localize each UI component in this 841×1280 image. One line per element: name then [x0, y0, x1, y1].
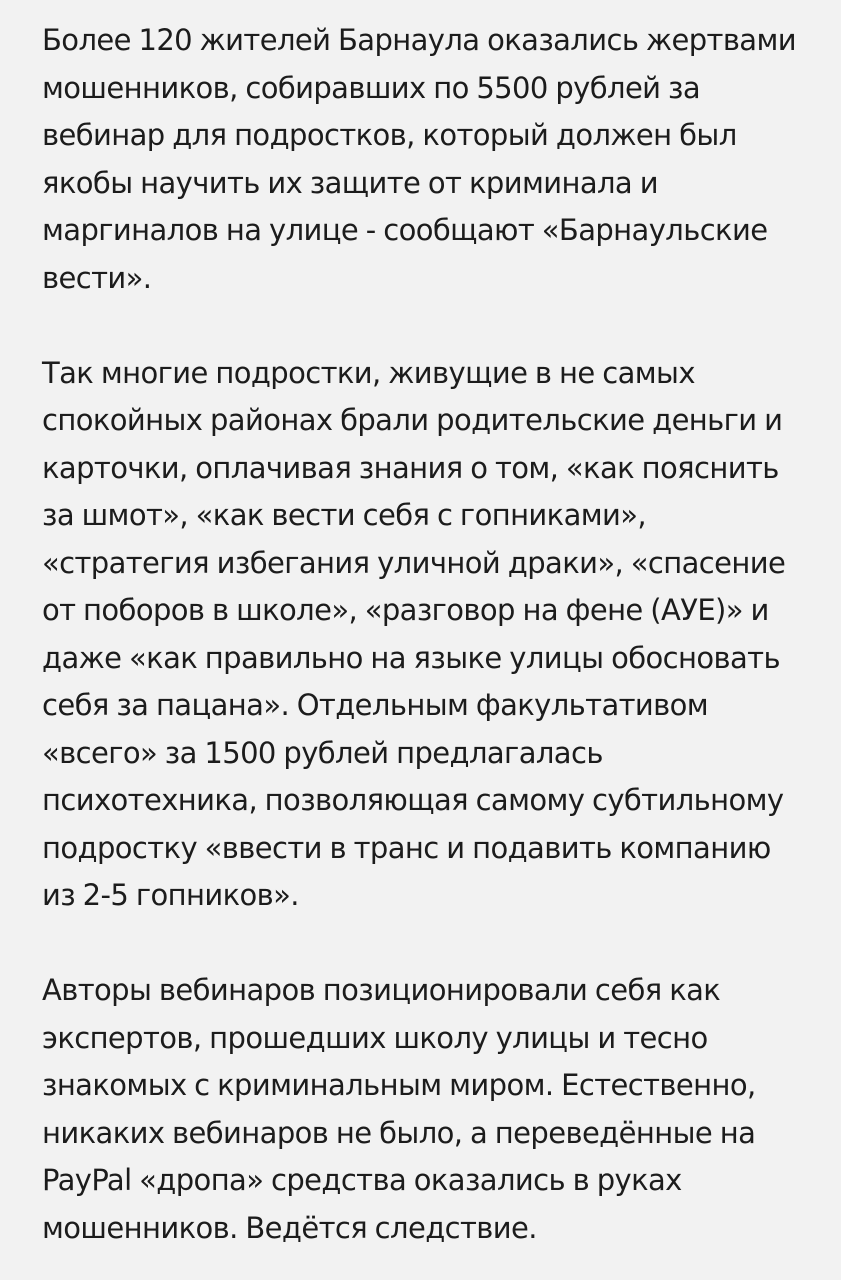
text-line: «всего» за 1500 рублей предлагалась — [42, 735, 603, 770]
text-line: Так многие подростки, живущие в не самых — [42, 355, 695, 390]
text-line: якобы научить их защите от криминала и — [42, 165, 658, 200]
text-line: мошенников. Ведётся следствие. — [42, 1210, 537, 1245]
text-line: спокойных районах брали родительские деньги и — [42, 403, 783, 437]
text-line: от поборов в школе», «разговор на фене (АУЕ)» и — [42, 593, 769, 627]
text-line: себя за пацана». Отдельным факультативом — [42, 688, 709, 722]
paragraph-3 — [42, 967, 812, 1252]
text-line: психотехника, позволяющая самому субтильному — [42, 783, 784, 817]
text-line: PayPal «дропа» средства оказались в руках — [42, 1163, 682, 1197]
text-line: мошенников, собиравших по 5500 рублей за — [42, 70, 701, 105]
paragraph-2 — [42, 350, 812, 920]
text-line: карточки, оплачивая знания о том, «как пояснить — [42, 450, 779, 485]
text-line: Более 120 жителей Барнаула оказались жертвами — [42, 23, 797, 57]
text-line: экспертов, прошедших школу улицы и тесно — [42, 1020, 708, 1055]
article-body — [42, 17, 812, 1252]
text-line: подростку «ввести в транс и подавить компанию — [42, 830, 771, 865]
text-line: из 2-5 гопников». — [42, 878, 299, 912]
text-line: даже «как правильно на языке улицы обосновать — [42, 640, 780, 675]
text-line: за шмот», «как вести себя с гопниками», — [42, 498, 647, 532]
text-line: вебинар для подростков, который должен был — [42, 118, 737, 152]
text-line: Авторы вебинаров позиционировали себя как — [42, 973, 721, 1007]
text-line: «стратегия избегания уличной драки», «спасение — [42, 545, 786, 580]
text-line: знакомых с криминальным миром. Естественно, — [42, 1068, 756, 1102]
paragraph-1 — [42, 17, 812, 302]
text-line: вести». — [42, 260, 152, 295]
text-line: никаких вебинаров не было, а переведённые на — [42, 1115, 756, 1150]
text-line: маргиналов на улице - сообщают «Барнаульские — [42, 213, 768, 247]
